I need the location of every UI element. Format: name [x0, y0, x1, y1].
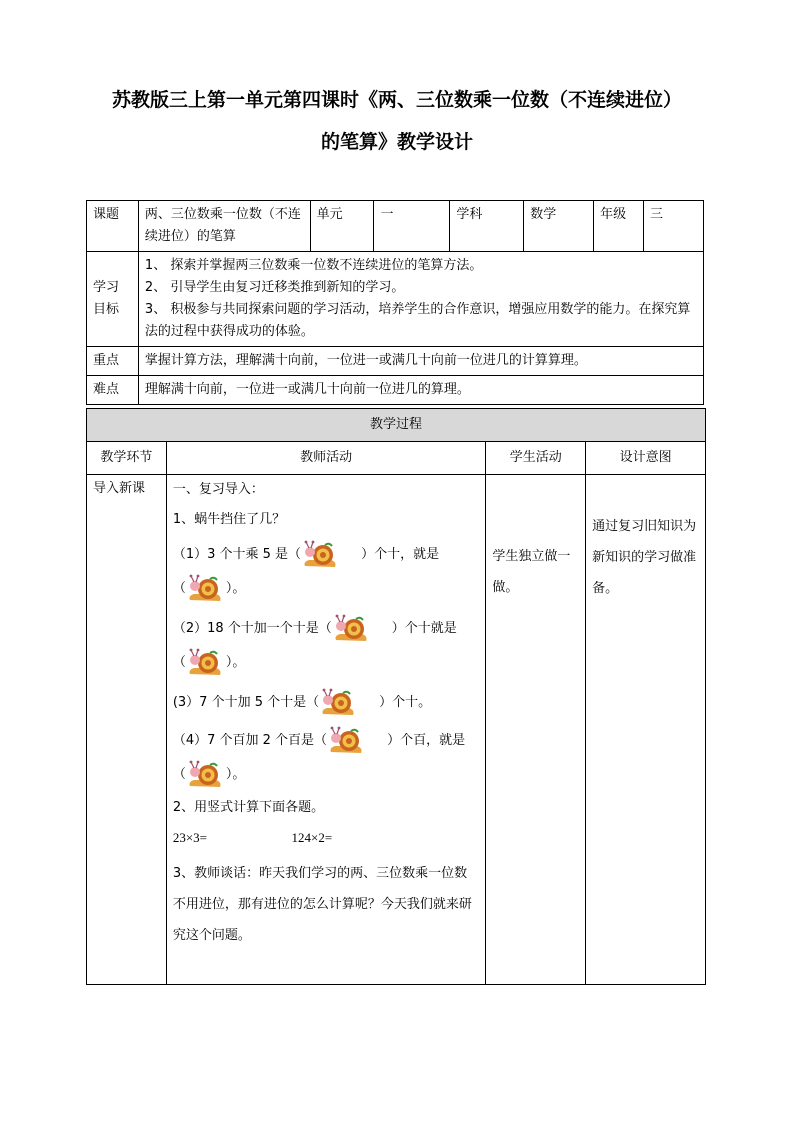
item-1-cont: （ ）。: [173, 572, 480, 606]
snail-icon: [186, 574, 226, 604]
unit-value: 一: [374, 201, 450, 252]
design-intent: 通过复习旧知识为新知识的学习做准备。: [586, 475, 706, 985]
subject-label: 学科: [450, 201, 524, 252]
col-teacher: 教师活动: [166, 442, 486, 475]
topic-label: 课题: [87, 201, 139, 252]
snail-icon: [327, 726, 367, 756]
review-heading: 一、复习导入：: [172, 482, 264, 497]
topic-value: 两、三位数乘一位数（不连续进位）的笔算: [138, 201, 310, 252]
key-label: 重点: [87, 347, 139, 376]
snail-icon: [301, 540, 341, 570]
goal-item: 2、 引导学生由复习迁移类推到新知的学习。: [144, 280, 405, 295]
item-3: (3）7 个十加 5 个十是（ ）个十。: [173, 686, 480, 720]
difficult-label: 难点: [87, 376, 139, 405]
subject-value: 数学: [524, 201, 594, 252]
stage-cell: 导入新课: [87, 475, 167, 985]
grade-value: 三: [644, 201, 704, 252]
col-stage: 教学环节: [87, 442, 167, 475]
item-4: （4）7 个百加 2 个百是（ ）个百，就是: [173, 724, 480, 758]
snail-icon: [319, 688, 359, 718]
snail-icon: [186, 648, 226, 678]
unit-label: 单元: [310, 201, 374, 252]
col-student: 学生活动: [486, 442, 586, 475]
goal-item: 3、 积极参与共同探索问题的学习活动，培养学生的合作意识，增强应用数学的能力。在探究算法的过程中获得成功的体验。: [144, 302, 691, 339]
item-1: （1）3 个十乘 5 是（ ）个十，就是: [173, 538, 480, 572]
lesson-info-table: [86, 200, 704, 405]
document-title-line1: 苏教版三上第一单元第四课时《两、三位数乘一位数（不连续进位）: [111, 89, 682, 111]
grade-label: 年级: [594, 201, 644, 252]
calc-2: 124×2=: [291, 830, 333, 845]
difficult-value: 理解满十向前，一位进一或满几十向前一位进几的算理。: [138, 376, 703, 405]
item-4-cont: （ ）。: [173, 758, 480, 792]
col-intent: 设计意图: [586, 442, 706, 475]
goals-list: [138, 252, 703, 347]
question-2: 2、用竖式计算下面各题。: [172, 800, 325, 815]
teacher-activity: [166, 475, 486, 985]
question-3: 3、教师谈话：昨天我们学习的两、三位数乘一位数不用进位，那有进位的怎么计算呢？今天我们就来研究这个问题。: [172, 866, 472, 943]
question-1: 1、蜗牛挡住了几？: [172, 512, 286, 527]
item-2: （2）18 个十加一个十是（ ）个十就是: [173, 612, 480, 646]
goals-label: 学习目标: [87, 252, 139, 347]
calc-row: [173, 826, 480, 850]
calc-1: 23×3=: [172, 830, 208, 845]
teaching-process-table: [86, 408, 706, 985]
snail-icon: [332, 614, 372, 644]
key-value: 掌握计算方法，理解满十向前，一位进一或满几十向前一位进几的计算算理。: [138, 347, 703, 376]
process-header: 教学过程: [87, 409, 706, 442]
student-activity: 学生独立做一做。: [486, 475, 586, 985]
document-title-line2: 的笔算》教学设计: [320, 131, 473, 153]
item-2-cont: （ ）。: [173, 646, 480, 680]
snail-icon: [186, 760, 226, 790]
goal-item: 1、 探索并掌握两三位数乘一位数不连续进位的笔算方法。: [144, 258, 483, 273]
